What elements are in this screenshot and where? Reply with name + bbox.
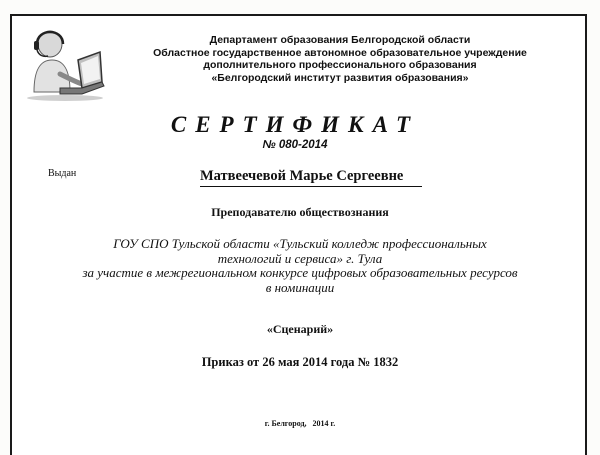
- issued-label: Выдан: [48, 168, 77, 179]
- issuer-institute-name: «Белгородский институт развития образования»: [211, 71, 469, 84]
- certificate-number: № 080-2014: [262, 139, 328, 151]
- nomination-name: «Сценарий»: [266, 322, 334, 336]
- issuer-department: Департамент образования Белгородской области: [209, 34, 471, 46]
- body-line: технологий и сервиса» г. Тула: [217, 250, 383, 266]
- body-line: в номинации: [265, 279, 335, 295]
- issuer-header: [130, 34, 550, 84]
- recipient-position: Преподавателю обществознания: [211, 205, 389, 219]
- certificate-title: СЕРТИФИКАТ: [170, 112, 420, 137]
- body-line: за участие в межрегиональном конкурсе цифровых образовательных ресурсов: [82, 265, 518, 280]
- issuer-education-type: дополнительного профессионального образования: [203, 59, 477, 71]
- issuer-institution-type: Областное государственное автономное образовательное учреждение: [153, 46, 527, 59]
- recipient-name: Матвеечевой Марье Сергеевне: [200, 168, 404, 184]
- order-reference: Приказ от 26 мая 2014 года № 1832: [201, 355, 399, 369]
- certificate-body: [20, 237, 580, 295]
- person-with-laptop-and-headset-icon: [20, 22, 110, 102]
- body-line: ГОУ СПО Тульской области «Тульский колледж профессиональных: [113, 236, 487, 251]
- recipient-underline: [200, 186, 422, 187]
- place-and-year: г. Белгород, 2014 г.: [264, 419, 336, 428]
